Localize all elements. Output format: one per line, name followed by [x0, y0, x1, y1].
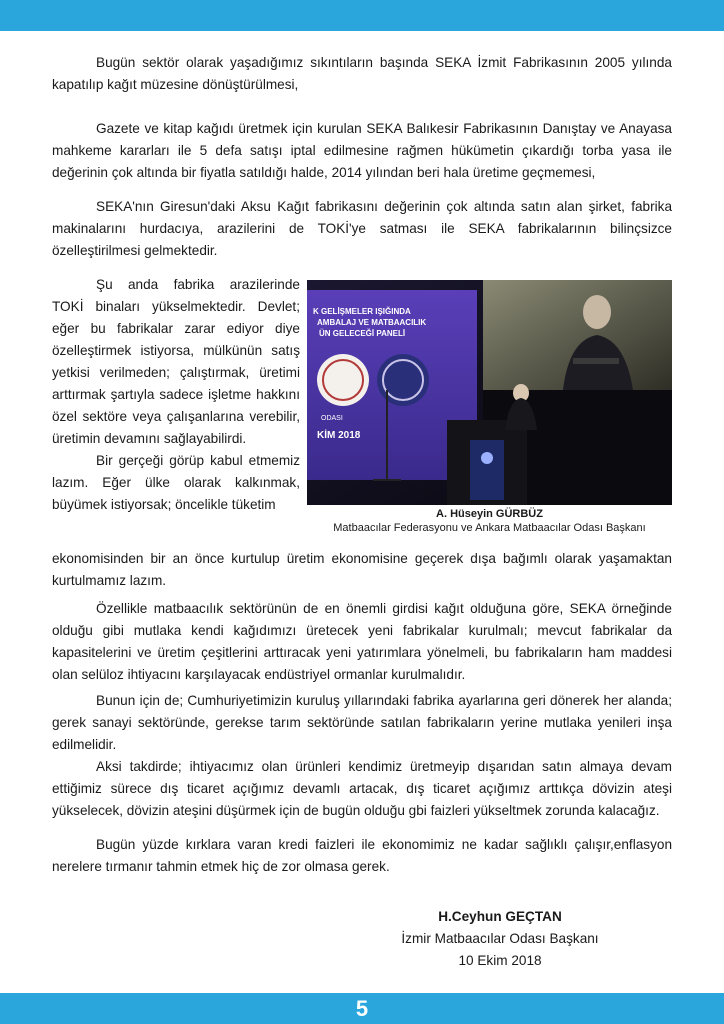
- paragraph-8: Bugün yüzde kırklara varan kredi faizleri ile ekonomimiz ne kadar sağlıklı çalışır,enflasyon nerelere tırmanır tahmin etmek hiç de zor olmasa gerek.: [52, 837, 672, 874]
- paragraph-2: Gazete ve kitap kağıdı üretmek için kurulan SEKA Balıkesir Fabrikasının Danıştay ve Anayasa mahkeme kararları ile 5 defa satışı iptal edilmesine rağmen hükümetin çıkardığı torba yasa ile değerinin çok altında bir fiyatla satıldığı halde, 2014 yılından beri hala üretime geçmemesi,: [52, 121, 672, 180]
- photo-caption-title: Matbaacılar Federasyonu ve Ankara Matbaacılar Odası Başkanı: [333, 522, 646, 534]
- top-accent-bar: [0, 0, 724, 31]
- federation-seal: [377, 354, 429, 406]
- chamber-seal: [317, 354, 369, 406]
- paragraph-6: Bunun için de; Cumhuriyetimizin kuruluş yıllarındaki fabrika ayarlarına geri dönerek her alanda; gerek sanayi sektöründe, gerekse tarım sektöründe satılan fabrikaların yerine mutlaka yenileri inşa edilmelidir.: [52, 693, 672, 752]
- svg-text:K GELİŞMELER IŞIĞINDA: K GELİŞMELER IŞIĞINDA: [313, 307, 411, 316]
- signature-date: 10 Ekim 2018: [458, 953, 542, 968]
- svg-text:KİM 2018: KİM 2018: [317, 430, 361, 441]
- paragraph-7: Aksi takdirde; ihtiyacımız olan ürünleri kendimiz üretmeyip dışarıdan satın almaya devam ettiğimiz sürece dış ticaret açığımız devamlı artacak, dış ticaret açığımız arttıkça dövizin ateşi yükselecek, dövizin ateşini düşürmek için de bugün olduğu gbi faizleri yükseltmek zorunda kalacağız.: [52, 759, 672, 818]
- paragraph-3: SEKA'nın Giresun'daki Aksu Kağıt fabrikasını değerinin çok altında satın alan şirket, fabrika makinalarını hurdacıya, arazilerini de TOKİ'ye satması ile SEKA fabrikalarının bilinçsizce özelleştirilmesi gelmektedir.: [52, 199, 672, 258]
- svg-text:AMBALAJ VE MATBAACILIK: AMBALAJ VE MATBAACILIK: [317, 318, 427, 327]
- page-number: 5: [355, 996, 369, 1021]
- paragraph-1: Bugün sektör olarak yaşadığımız sıkıntıların başında SEKA İzmit Fabrikasının 2005 yılında kapatılıp kağıt müzesine dönüştürülmesi,: [52, 55, 672, 92]
- paragraph-5: Özellikle matbaacılık sektörünün de en önemli girdisi kağıt olduğuna göre, SEKA örneğinde olduğu gibi mutlaka kendi kağıdımızı üretecek yeni fabrikalar kurulmalı; mevcut fabrikalar da kapasitelerini ve üretim çeşitlerini arttıracak yeni yatırımlara yönelmeli, bu fabrikaların ham maddesi olan selüloz ihtiyacını karşılayacak endüstriyel ormanlar kurulmalıdır.: [52, 601, 672, 682]
- svg-text:ÜN GELECEĞİ PANELİ: ÜN GELECEĞİ PANELİ: [319, 329, 406, 338]
- signature-title: İzmir Matbaacılar Odası Başkanı: [401, 931, 599, 946]
- signature-name: H.Ceyhun GEÇTAN: [438, 909, 562, 924]
- signature-block: [380, 906, 620, 972]
- paragraph-4: ekonomisinden bir an önce kurtulup üretim ekonomisine geçerek dışa bağımlı olarak yaşamaktan kurtulmamız lazım.: [52, 551, 672, 588]
- conference-photo: [307, 280, 672, 505]
- side-column-text: Şu anda fabrika arazilerinde TOKİ binaları yükselmektedir. Devlet; eğer bu fabrikalar zarar ediyor diye özelleştirmek istiyorsa, mülkünün satış yetkisi verilmeden; çalıştırmak, üretimi arttırmak şartıyla sadece işletme hakkını özel sektöre veya çalışanlarına verebilir, üretimin devamını sağlayabilirdi. Bir gerçeği görüp kabul etmemiz lazım. Eğer ülke olarak kalkınmak, büyümek istiyorsak; öncelikle tüketim: [52, 277, 300, 512]
- photo-caption-name: A. Hüseyin GÜRBÜZ: [436, 508, 543, 520]
- svg-text:ODASI: ODASI: [321, 415, 343, 422]
